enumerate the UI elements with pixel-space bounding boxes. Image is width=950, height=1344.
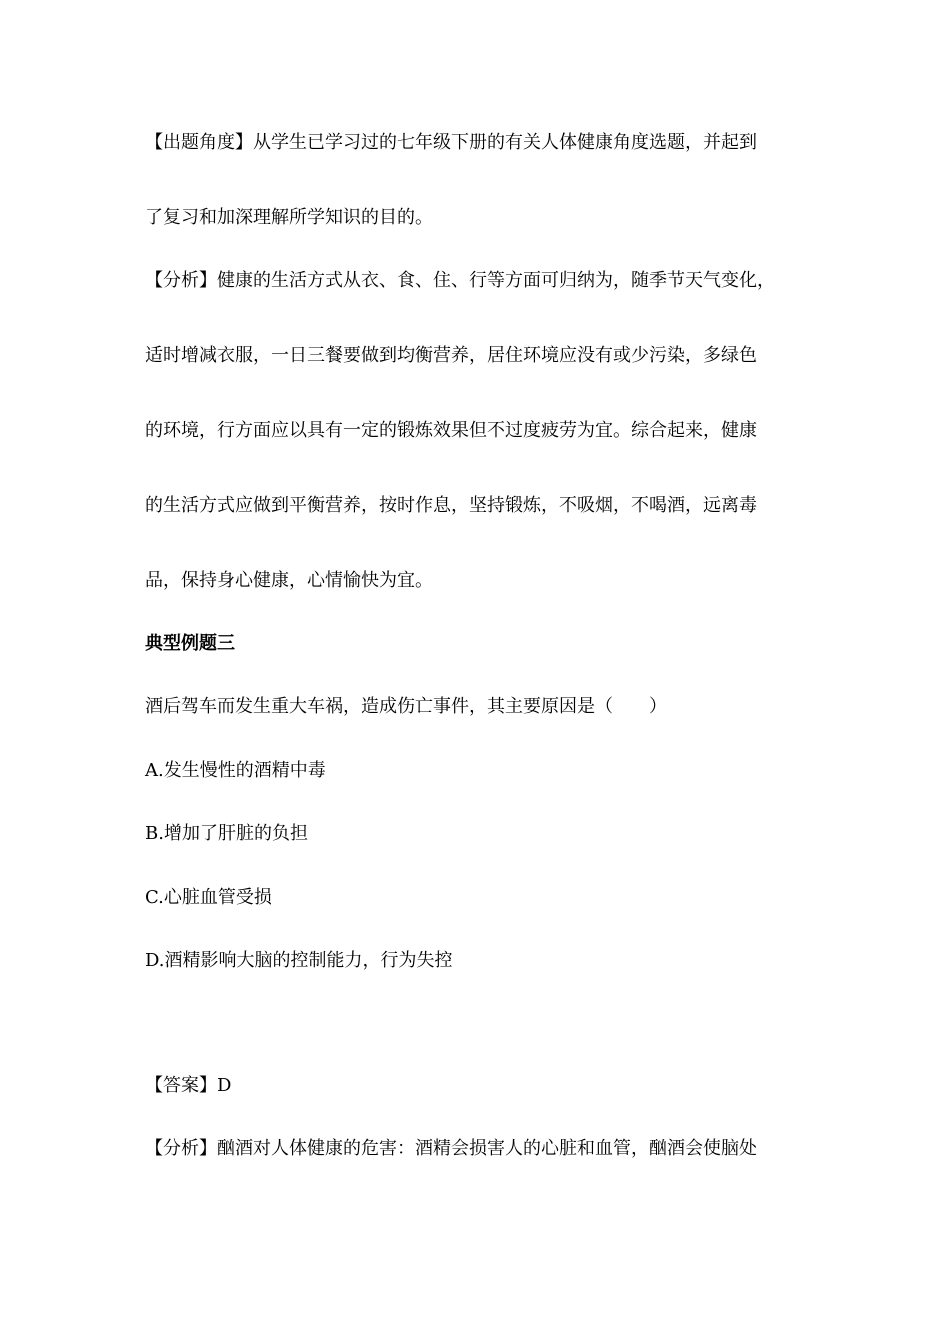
analysis-line-3: 的环境，行方面应以具有一定的锻炼效果但不过度疲劳为宜。综合起来，健康 [145,420,757,441]
question-text: 酒后驾车而发生重大车祸，造成伤亡事件，其主要原因是（ ） [145,696,667,717]
intro-line-2: 了复习和加深理解所学知识的目的。 [145,207,433,228]
option-b: B.增加了肝脏的负担 [145,823,308,844]
option-c: C.心脏血管受损 [145,887,272,908]
analysis-line-4: 的生活方式应做到平衡营养，按时作息，坚持锻炼，不吸烟，不喝酒，远离毒 [145,495,757,516]
example-heading: 典型例题三 [145,633,235,654]
intro-line-1: 【出题角度】从学生已学习过的七年级下册的有关人体健康角度选题，并起到 [145,132,757,153]
analysis-line-5: 品，保持身心健康，心情愉快为宜。 [145,570,433,591]
answer-text: 【答案】D [145,1075,232,1096]
option-d: D.酒精影响大脑的控制能力，行为失控 [145,950,453,971]
analysis2-line-1: 【分析】酗酒对人体健康的危害：酒精会损害人的心脏和血管，酗酒会使脑处 [145,1138,757,1159]
analysis-line-2: 适时增减衣服，一日三餐要做到均衡营养，居住环境应没有或少污染，多绿色 [145,345,757,366]
analysis-line-1: 【分析】健康的生活方式从衣、食、住、行等方面可归纳为，随季节天气变化， [145,270,775,291]
option-a: A.发生慢性的酒精中毒 [145,760,326,781]
